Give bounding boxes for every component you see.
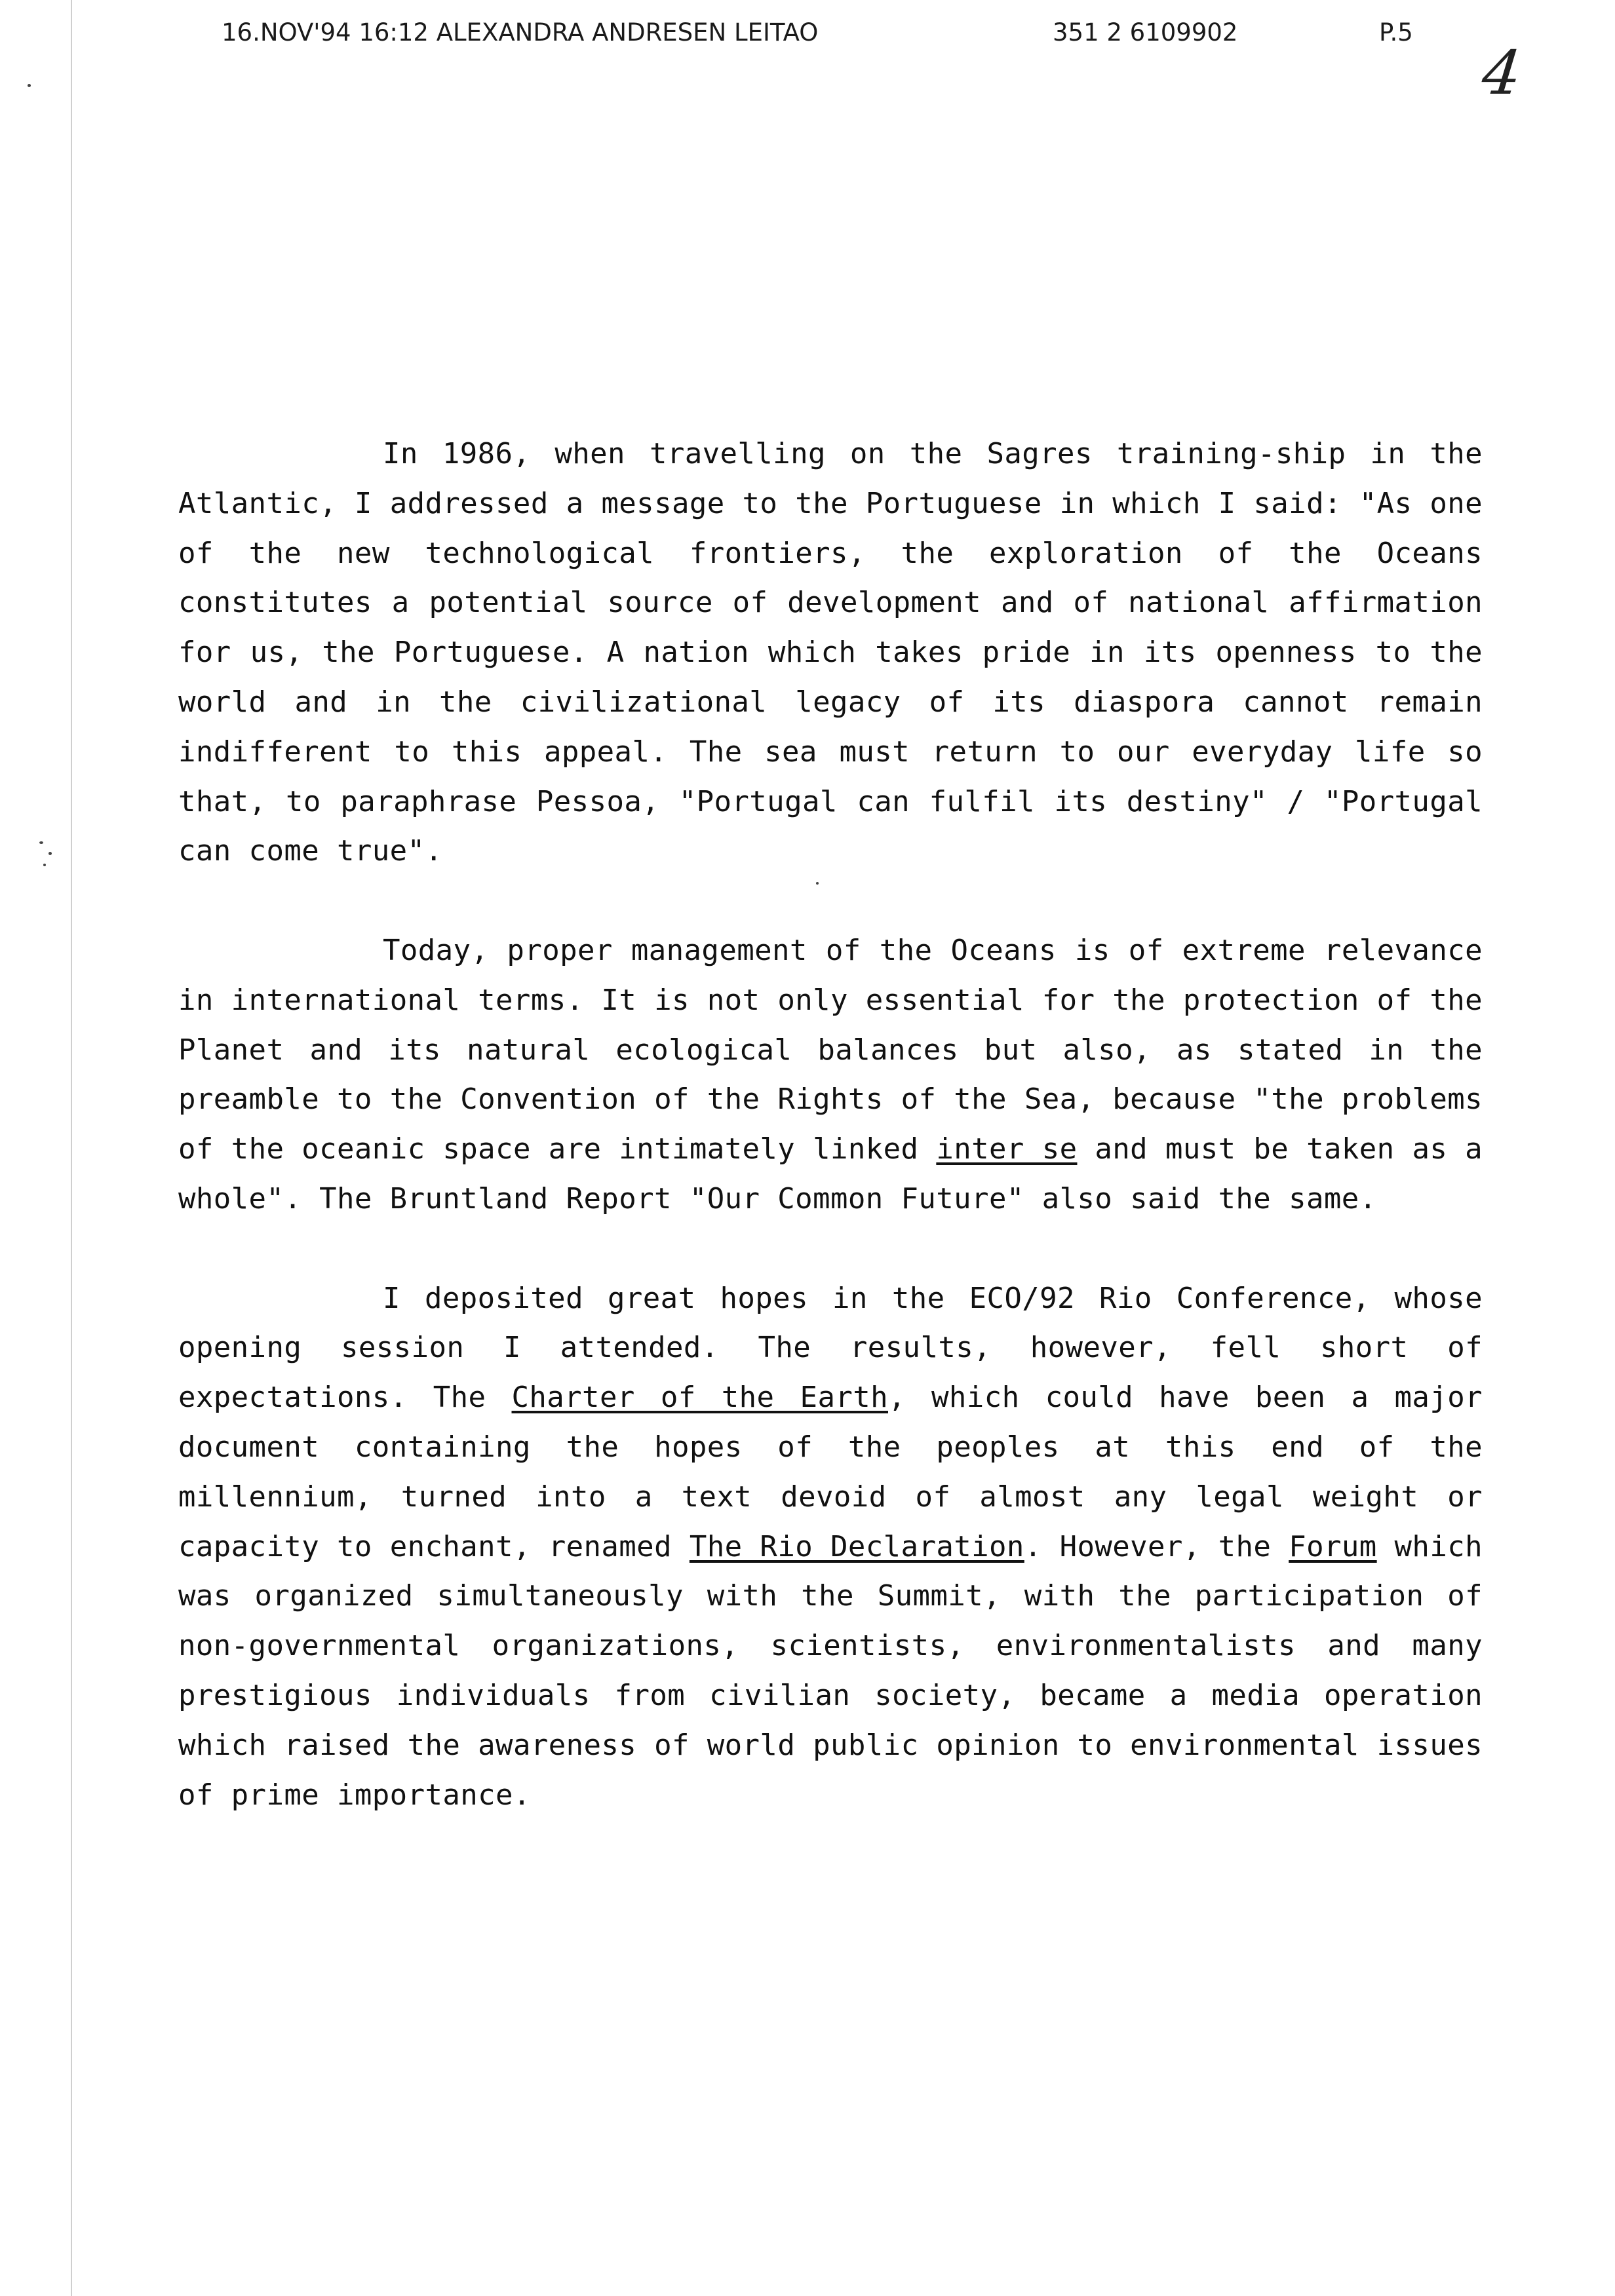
scan-speck: [49, 852, 52, 855]
fax-page-label: P.5: [1379, 18, 1413, 47]
paragraph-sagres-message: [178, 429, 1483, 876]
paragraph-text: , which could have been a major document containing the hopes of the peoples at this end of the millennium, turned into a text devoid of almost any legal weight or capacity to enchant, renamed: [178, 1381, 1483, 1563]
handwritten-page-number: 4: [1479, 38, 1525, 108]
document-body: [178, 429, 1483, 1820]
paragraph-rio-conference: [178, 1274, 1483, 1820]
paragraph-text: and must be taken as a whole". The Bruntland Report "Our Common Future" also said the same.: [178, 1132, 1483, 1215]
scan-speck: [28, 84, 31, 87]
paragraph-text: I deposited great hopes in the ECO/92 Rio Conference, whose opening session I attended. The results, however, fell short of expectations. The: [178, 1281, 1483, 1415]
paragraph-text: In 1986, when travelling on the Sagres training-ship in the Atlantic, I addressed a message to the Portuguese in which I said: "As one of the new technological frontiers, the exploration of the Oceans constitutes a potential source of development and of national affirmation for us, the Portuguese. A nation which takes pride in its openness to the world and in the civilizational legacy of its diaspora cannot remain indifferent to this appeal. The sea must return to our everyday life so that, to paraphrase Pessoa, "Portugal can fulfil its destiny" / "Portugal can come true".: [178, 437, 1483, 868]
scan-speck: [43, 864, 46, 866]
fax-left-edge: [71, 0, 72, 2296]
underlined-term-charter-of-the-earth: Charter of the Earth: [511, 1381, 888, 1415]
paragraph-ocean-management: [178, 926, 1483, 1224]
paragraph-text: which was organized simultaneously with the Summit, with the participation of non-governmental organizations, scientists, environmentalists and many prestigious individuals from civilian society, became a media operation which raised the awareness of world public opinion to environmental issues of prime importance.: [178, 1529, 1483, 1812]
fax-phone-number: 351 2 6109902: [1053, 18, 1238, 47]
underlined-term-inter-se: inter se: [936, 1132, 1078, 1166]
underlined-term-forum: Forum: [1289, 1529, 1377, 1563]
fax-transmission-header: [0, 13, 1615, 52]
underlined-term-rio-declaration: The Rio Declaration: [689, 1529, 1024, 1563]
paragraph-text: . However, the: [1024, 1529, 1289, 1563]
paragraph-text: Today, proper management of the Oceans is of extreme relevance in international terms. It is not only essential for the protection of the Planet and its natural ecological balances but also, as stated in the preamble to the Convention of the Rights of the Sea, because "the problems of the oceanic space are intimately linked: [178, 933, 1483, 1166]
fax-timestamp-sender: 16.NOV'94 16:12 ALEXANDRA ANDRESEN LEITAO: [222, 18, 819, 47]
scan-speck: [39, 841, 43, 844]
